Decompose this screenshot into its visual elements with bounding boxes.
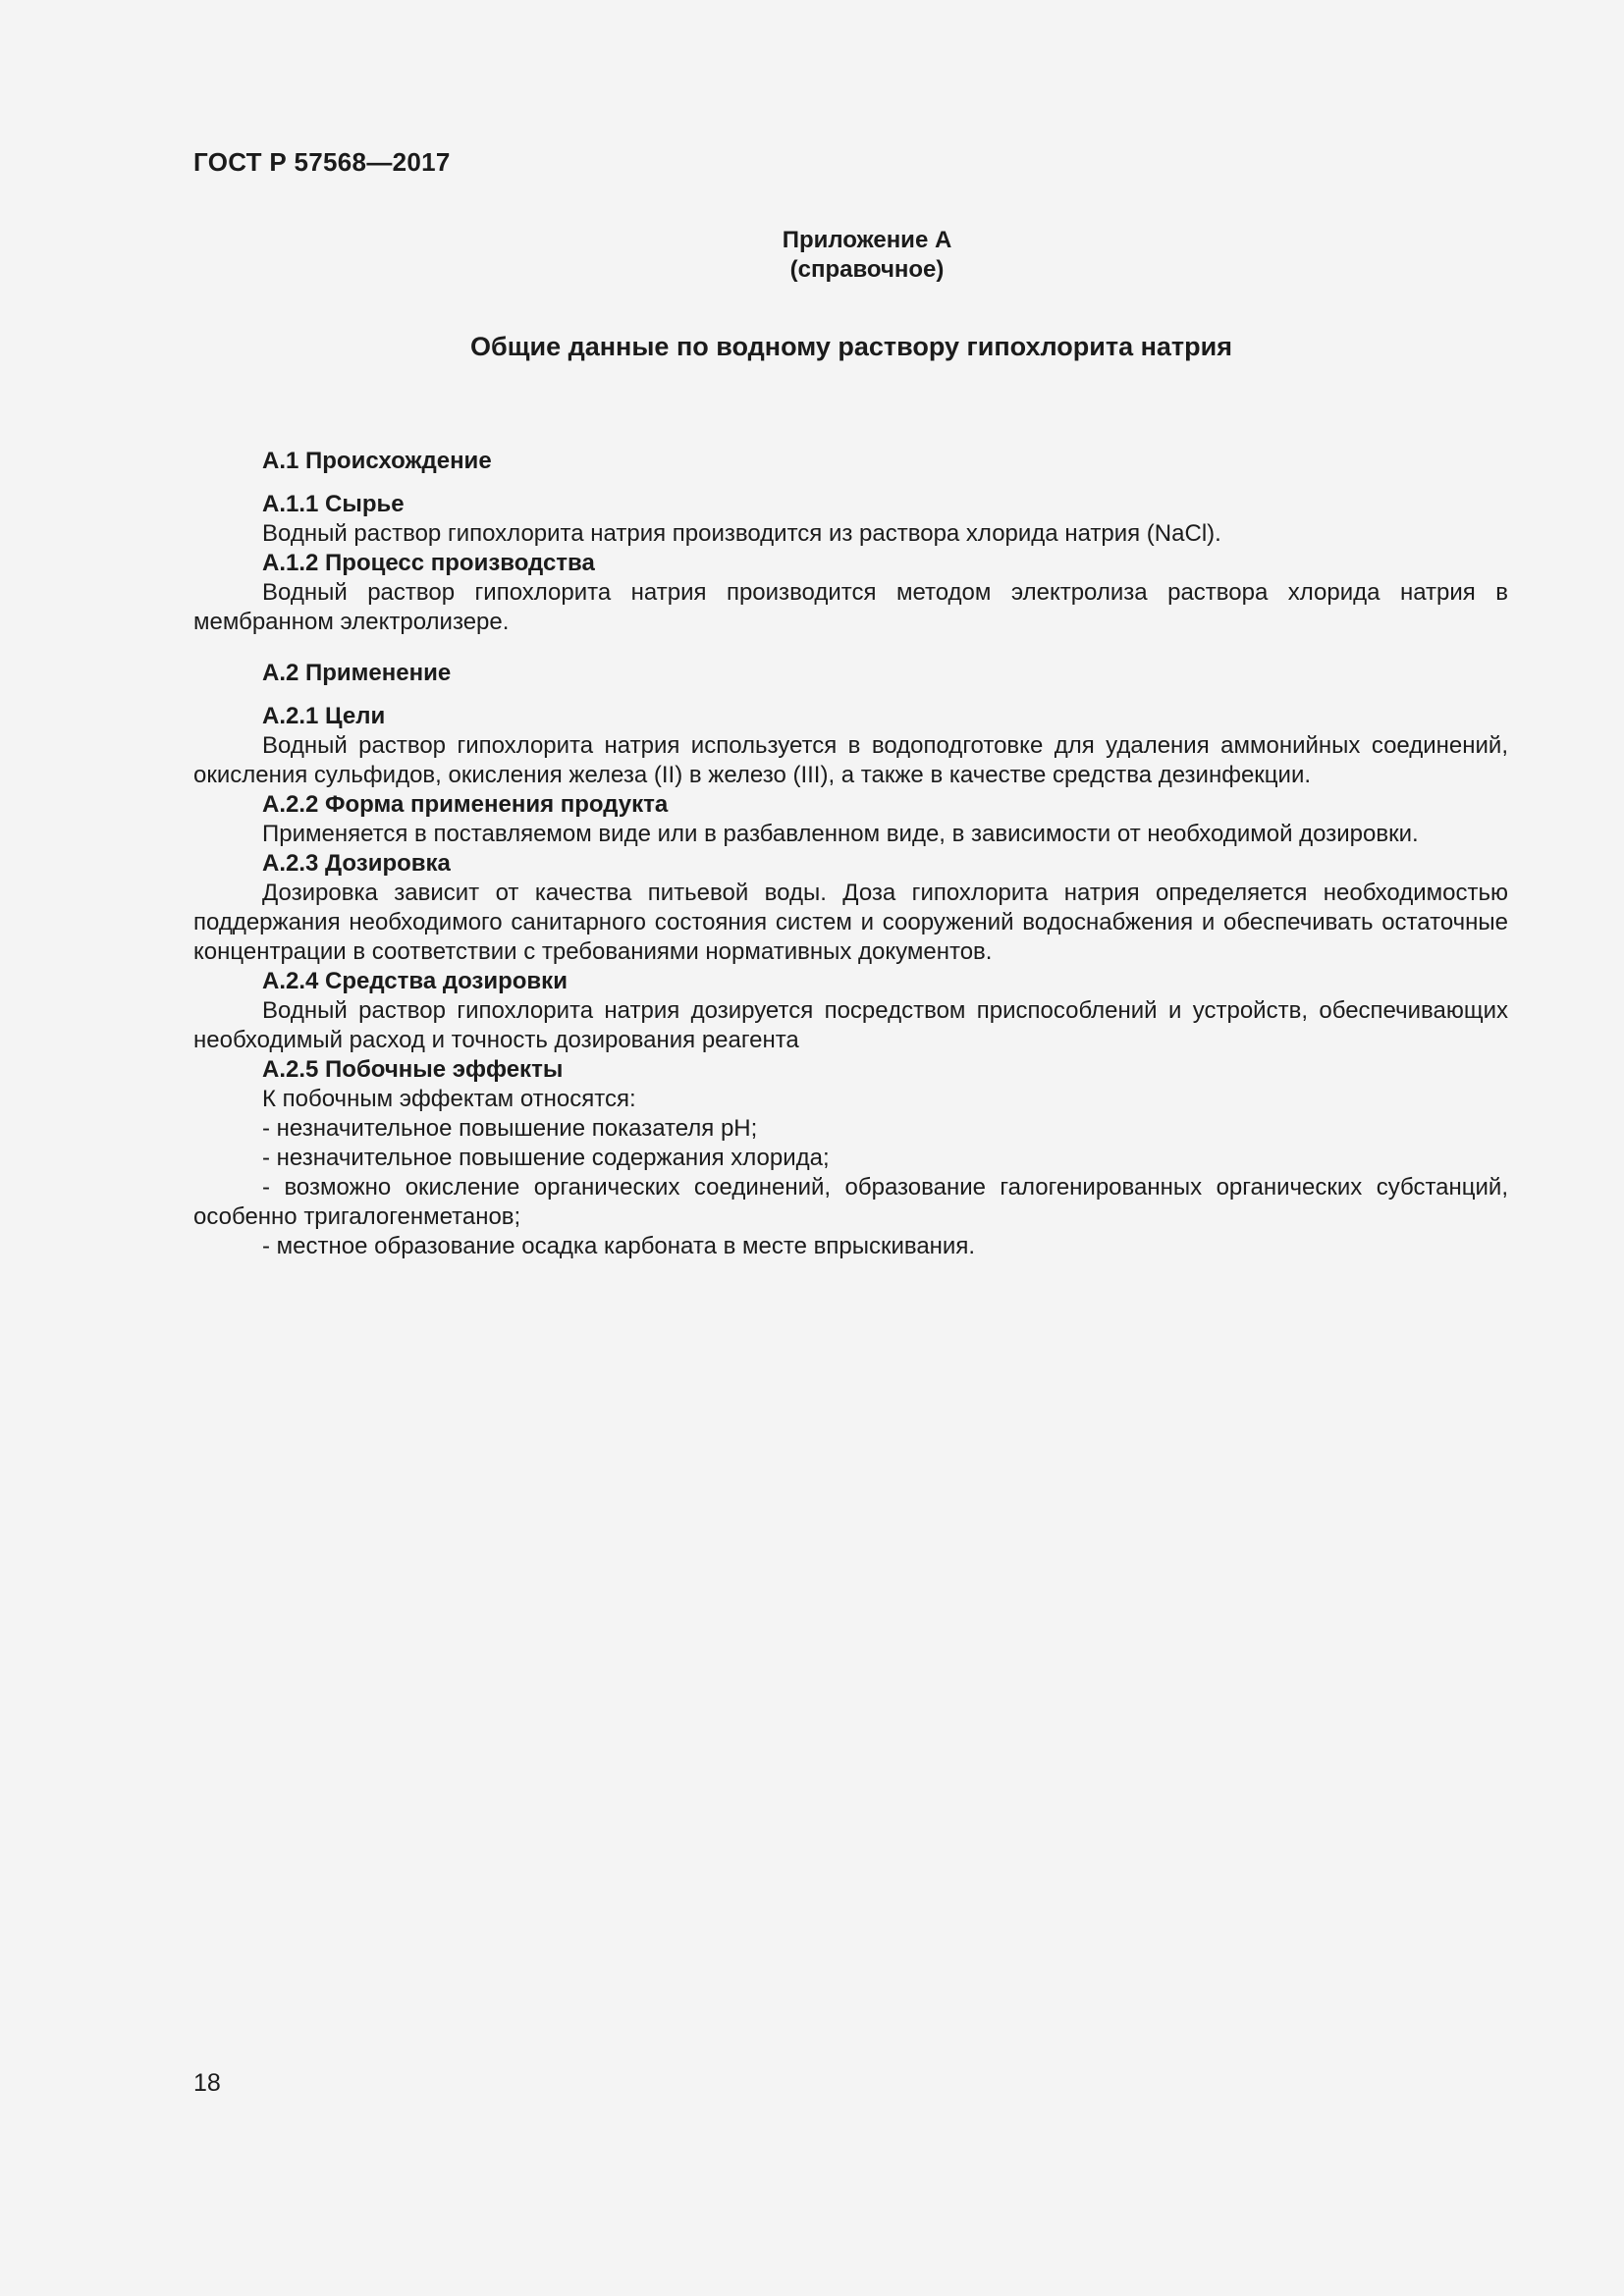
section-a2-title: А.2 Применение: [262, 660, 452, 686]
document-body: [193, 447, 1508, 1261]
section-a25-intro: К побочным эффектам относятся:: [262, 1086, 636, 1112]
page-number: 18: [193, 2069, 221, 2097]
section-a21-text: Водный раствор гипохлорита натрия используется в водоподготовке для удаления аммонийных соединений, окисления сульфидов, окисления железа (II) в железо (III), а также в качестве средства дезинфекции.: [193, 732, 1508, 788]
section-a21-title: А.2.1 Цели: [262, 703, 386, 729]
section-a12-title: А.1.2 Процесс производства: [262, 550, 595, 576]
section-a25-title: А.2.5 Побочные эффекты: [262, 1056, 564, 1083]
list-item: - местное образование осадка карбоната в месте впрыскивания.: [262, 1233, 975, 1259]
section-a12-text: Водный раствор гипохлорита натрия производится методом электролиза раствора хлорида натрия в мембранном электролизере.: [193, 579, 1508, 635]
section-a22-title: А.2.2 Форма применения продукта: [262, 791, 669, 818]
appendix-title: Приложение А: [782, 227, 952, 253]
section-a22-text: Применяется в поставляемом виде или в разбавленном виде, в зависимости от необходимой дозировки.: [262, 821, 1419, 847]
section-a23-title: А.2.3 Дозировка: [262, 850, 451, 877]
section-a11-title: А.1.1 Сырье: [262, 491, 405, 517]
section-a24-text: Водный раствор гипохлорита натрия дозируется посредством приспособлений и устройств, обеспечивающих необходимый расход и точность дозирования реагента: [193, 997, 1508, 1053]
appendix-title-block: [0, 226, 1624, 285]
list-item: - незначительное повышение содержания хлорида;: [262, 1145, 830, 1171]
appendix-status: (справочное): [789, 256, 945, 283]
list-item: - возможно окисление органических соединений, образование галогенированных органических субстанций, особенно тригалогенметанов;: [193, 1174, 1508, 1230]
section-a23-text: Дозировка зависит от качества питьевой воды. Доза гипохлорита натрия определяется необходимостью поддержания необходимого санитарного состояния систем и сооружений водоснабжения и обеспечивать остаточные концентрации в соответствии с требованиями нормативных документов.: [193, 880, 1508, 965]
section-a11-text: Водный раствор гипохлорита натрия производится из раствора хлорида натрия (NaCl).: [262, 520, 1221, 547]
document-code: ГОСТ Р 57568—2017: [193, 147, 451, 177]
list-item: - незначительное повышение показателя pH;: [262, 1115, 758, 1142]
section-a1-title: А.1 Происхождение: [262, 448, 492, 474]
appendix-heading: Общие данные по водному раствору гипохлорита натрия: [470, 332, 1232, 361]
section-a24-title: А.2.4 Средства дозировки: [262, 968, 568, 994]
